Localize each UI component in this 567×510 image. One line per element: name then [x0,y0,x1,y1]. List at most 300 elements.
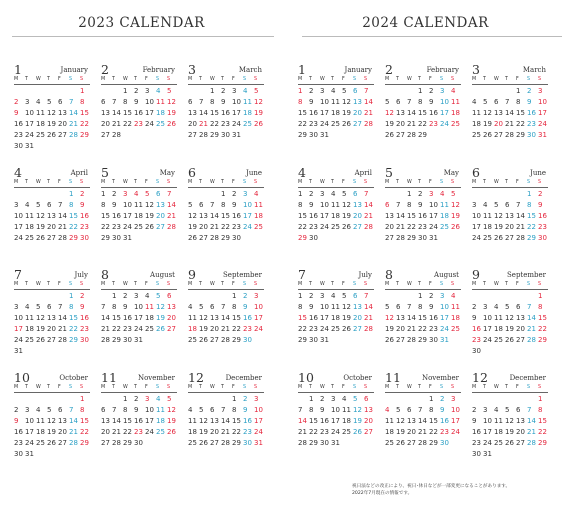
weekday-label: F [429,180,432,185]
day-cell: 21 [505,120,514,128]
calendar-2024 [284,0,567,510]
day-cell: 4 [243,87,248,95]
day-cell: 3 [145,87,150,95]
day-cell: 27 [364,428,373,436]
month-number: 9 [188,267,196,282]
day-cell [145,438,156,449]
day-cell: 24 [232,120,241,128]
day-cell: 18 [483,223,492,231]
day-cell: 5 [36,201,41,209]
month-name: February [426,66,459,74]
day-cell: 14 [364,201,373,209]
day-cell: 9 [134,98,139,106]
weekday-label: T [505,385,508,390]
day-cell [254,130,265,141]
weekday-label: M [298,282,303,287]
month-number: 1 [298,62,306,77]
weekday-label: T [112,77,115,82]
week-row [472,313,549,324]
week-row [472,130,549,141]
day-cell: 17 [14,325,23,333]
weekday-label: W [320,180,325,185]
day-cell: 19 [494,223,503,231]
week-row [472,438,549,449]
day-cell: 27 [210,439,219,447]
day-cell: 11 [440,201,449,209]
weekday-label: S [364,180,368,185]
week-row [188,335,265,346]
day-cell: 20 [385,223,394,231]
day-cell: 24 [429,223,438,231]
day-cell: 3 [483,303,488,311]
day-cell: 22 [210,120,219,128]
weekday-label: M [472,385,477,390]
day-cell [538,346,549,357]
day-cell [331,130,342,141]
week-row [385,335,462,346]
day-cell: 28 [505,131,514,139]
day-cell: 12 [254,98,263,106]
day-cell [167,233,178,244]
day-cell: 8 [298,98,303,106]
day-cell: 28 [112,131,121,139]
day-cell: 10 [25,109,34,117]
week-row [472,189,549,200]
weekday-label: T [199,77,202,82]
day-cell: 23 [14,131,23,139]
day-cell: 22 [429,428,438,436]
week-row [472,97,549,108]
day-cell [47,141,58,152]
day-cell: 11 [254,201,263,209]
month-august [101,268,177,364]
day-cell: 2 [232,190,237,198]
day-cell: 26 [342,120,351,128]
day-cell: 26 [47,439,56,447]
week-row [101,97,178,108]
day-cell: 9 [221,98,226,106]
day-cell: 19 [199,325,208,333]
day-cell [25,346,36,357]
day-cell: 18 [36,428,45,436]
day-cell: 12 [385,109,394,117]
day-cell: 30 [243,439,252,447]
weekday-label: F [145,282,148,287]
weekday-label: M [472,282,477,287]
day-cell: 2 [134,87,139,95]
day-cell: 27 [353,223,362,231]
day-cell: 15 [418,109,427,117]
day-cell: 2 [221,87,226,95]
day-cell: 14 [407,314,416,322]
weekday-label: S [451,180,455,185]
day-cell: 3 [232,87,237,95]
day-grid [472,86,549,141]
day-cell: 4 [36,406,41,414]
month-number: 1 [14,62,22,77]
day-grid [472,394,549,460]
day-cell [199,86,210,97]
day-cell: 25 [440,223,449,231]
day-cell: 5 [145,190,150,198]
day-cell [145,335,156,346]
weekday-header [188,77,265,83]
weekday-label: T [199,282,202,287]
day-cell [36,449,47,460]
day-cell: 25 [145,325,154,333]
day-cell: 20 [199,223,208,231]
day-cell: 26 [342,325,351,333]
day-cell [69,394,80,405]
day-cell: 1 [407,190,412,198]
week-row [14,189,91,200]
day-cell: 14 [516,212,525,220]
day-cell [364,335,375,346]
day-cell: 4 [494,303,499,311]
month-january [14,63,90,159]
day-cell: 26 [342,223,351,231]
day-cell: 23 [429,325,438,333]
day-cell [210,189,221,200]
week-row [298,427,375,438]
day-cell: 14 [112,417,121,425]
weekday-label: F [342,385,345,390]
day-cell: 7 [364,190,369,198]
day-cell: 21 [527,428,536,436]
week-row [188,119,265,130]
day-cell: 15 [429,417,438,425]
day-grid [14,86,91,152]
day-cell: 10 [25,417,34,425]
day-cell [25,291,36,302]
day-cell: 5 [451,190,456,198]
day-grid [14,394,91,460]
week-row [298,416,375,427]
day-cell: 9 [309,201,314,209]
day-cell: 7 [167,190,172,198]
weekday-label: S [527,282,531,287]
day-cell: 1 [69,292,74,300]
day-cell: 2 [472,303,477,311]
week-row [298,222,375,233]
day-cell: 22 [527,223,536,231]
week-row [14,108,91,119]
day-cell: 16 [221,109,230,117]
day-cell: 7 [221,406,226,414]
weekday-label: F [58,77,61,82]
day-cell: 11 [36,109,45,117]
day-cell: 24 [320,223,329,231]
day-cell: 9 [232,201,237,209]
week-row [101,324,178,335]
week-row [298,324,375,335]
month-october [298,371,374,467]
weekday-label: S [167,77,171,82]
day-cell: 17 [320,212,329,220]
day-cell: 16 [418,212,427,220]
day-cell: 15 [232,417,241,425]
day-cell: 19 [36,223,45,231]
day-cell [494,394,505,405]
week-row [101,405,178,416]
day-cell: 7 [112,406,117,414]
week-row [188,394,265,405]
day-cell: 9 [429,98,434,106]
week-row [188,189,265,200]
day-cell: 4 [342,395,347,403]
day-cell [36,394,47,405]
week-row [101,416,178,427]
day-cell: 30 [320,439,329,447]
day-cell: 22 [418,325,427,333]
day-cell: 8 [298,303,303,311]
day-cell: 14 [69,109,78,117]
weekday-header [101,77,178,83]
day-cell: 22 [69,325,78,333]
week-row [385,119,462,130]
day-cell: 24 [472,234,481,242]
day-cell: 21 [527,325,536,333]
day-cell: 10 [232,98,241,106]
day-cell: 24 [145,428,154,436]
weekday-label: F [516,180,519,185]
week-row [298,130,375,141]
weekday-label: S [254,282,258,287]
calendar-2023 [0,0,283,510]
day-cell: 9 [309,98,314,106]
day-cell [385,189,396,200]
day-cell [199,291,210,302]
day-cell [516,449,527,460]
day-cell: 1 [309,395,314,403]
weekday-header [188,282,265,288]
week-row [14,427,91,438]
day-cell: 6 [516,303,521,311]
day-cell: 16 [429,314,438,322]
day-cell: 12 [483,109,492,117]
day-cell: 2 [80,190,85,198]
day-cell: 28 [69,131,78,139]
day-cell: 15 [123,109,132,117]
day-cell: 27 [396,336,405,344]
day-cell: 9 [14,109,19,117]
day-cell: 5 [505,406,510,414]
day-cell: 10 [538,98,547,106]
weekday-label: M [14,385,19,390]
day-cell: 20 [396,120,405,128]
weekday-label: T [331,180,334,185]
day-cell: 30 [538,234,547,242]
day-cell [123,130,134,141]
day-cell: 8 [232,303,237,311]
day-cell: 25 [188,336,197,344]
day-cell: 29 [69,234,78,242]
day-cell: 28 [221,439,230,447]
weekday-label: M [101,180,106,185]
day-cell: 27 [188,131,197,139]
day-cell: 5 [47,406,52,414]
day-cell: 29 [69,336,78,344]
day-cell: 23 [472,439,481,447]
day-cell: 17 [472,223,481,231]
day-cell: 21 [364,212,373,220]
day-cell: 20 [407,428,416,436]
weekday-label: S [80,385,84,390]
day-cell: 31 [320,336,329,344]
day-cell: 3 [145,395,150,403]
day-cell: 6 [385,201,390,209]
weekday-label: T [25,180,28,185]
day-cell: 2 [538,190,543,198]
day-cell: 4 [440,190,445,198]
day-cell [25,86,36,97]
day-cell: 13 [58,109,67,117]
day-cell: 12 [36,314,45,322]
day-cell: 30 [309,336,318,344]
day-cell: 19 [199,428,208,436]
day-cell: 9 [80,303,85,311]
weekday-label: F [232,282,235,287]
day-cell: 21 [516,223,525,231]
day-cell: 7 [58,201,63,209]
month-divider [101,289,177,290]
day-cell: 21 [112,120,121,128]
weekday-label: S [69,282,73,287]
day-cell [451,335,462,346]
day-cell: 11 [331,201,340,209]
day-cell: 1 [298,87,303,95]
day-cell: 22 [407,223,416,231]
day-cell: 27 [353,120,362,128]
day-cell: 1 [221,190,226,198]
day-cell: 7 [527,303,532,311]
day-cell [472,86,483,97]
weekday-label: T [418,77,421,82]
day-cell: 10 [440,303,449,311]
day-cell: 24 [440,325,449,333]
day-cell: 4 [483,201,488,209]
day-cell: 25 [156,120,165,128]
month-divider [472,84,548,85]
day-cell: 19 [505,428,514,436]
month-divider [101,392,177,393]
day-cell: 18 [451,314,460,322]
day-cell: 28 [527,439,536,447]
day-cell [505,449,516,460]
week-row [14,233,91,244]
day-cell: 20 [364,417,373,425]
day-cell: 26 [353,428,362,436]
day-cell [407,291,418,302]
day-cell: 9 [309,303,314,311]
day-cell: 13 [396,109,405,117]
month-name: October [343,374,372,382]
weekday-label: W [320,385,325,390]
day-cell: 2 [134,395,139,403]
day-cell: 8 [418,98,423,106]
day-cell: 9 [440,406,445,414]
day-cell: 24 [134,325,143,333]
day-cell: 7 [69,98,74,106]
day-cell: 10 [451,406,460,414]
day-cell: 11 [188,417,197,425]
day-cell: 1 [69,190,74,198]
weekday-label: M [188,77,193,82]
day-cell: 3 [538,87,543,95]
day-cell: 12 [342,303,351,311]
day-cell: 3 [243,190,248,198]
day-cell: 25 [494,439,503,447]
month-august [385,268,461,364]
day-cell: 19 [188,223,197,231]
day-grid [14,189,91,244]
day-cell: 12 [385,314,394,322]
day-cell [418,394,429,405]
day-cell: 6 [47,303,52,311]
day-cell: 3 [254,292,259,300]
week-row [472,416,549,427]
day-grid [101,394,178,449]
day-cell: 17 [14,223,23,231]
day-cell [483,86,494,97]
month-divider [385,289,461,290]
day-cell: 21 [69,428,78,436]
day-cell: 6 [396,303,401,311]
day-cell: 23 [309,223,318,231]
day-cell: 5 [353,395,358,403]
day-cell: 12 [199,314,208,322]
day-cell: 20 [516,325,525,333]
year-title: 2023 CALENDAR [78,15,205,31]
weekday-label: S [538,77,542,82]
week-row [188,324,265,335]
day-cell [494,346,505,357]
day-cell: 4 [36,98,41,106]
day-cell: 13 [353,98,362,106]
day-cell [364,438,375,449]
week-row [188,313,265,324]
day-cell: 20 [58,120,67,128]
day-cell: 16 [123,314,132,322]
day-cell: 28 [58,336,67,344]
week-row [385,86,462,97]
day-cell: 4 [156,87,161,95]
day-cell: 4 [188,303,193,311]
day-cell [188,394,199,405]
day-cell: 11 [331,303,340,311]
month-number: 12 [472,370,488,385]
day-cell: 18 [472,120,481,128]
day-cell: 3 [25,98,30,106]
day-cell [47,449,58,460]
day-grid [385,394,462,449]
day-cell: 3 [440,87,445,95]
day-cell [353,335,364,346]
day-cell: 13 [47,212,56,220]
day-cell: 11 [145,303,154,311]
day-cell: 22 [298,120,307,128]
day-cell: 26 [505,336,514,344]
day-cell: 28 [364,325,373,333]
week-row [188,130,265,141]
weekday-label: T [47,180,50,185]
day-cell: 12 [505,417,514,425]
week-row [101,233,178,244]
day-cell: 30 [527,131,536,139]
month-number: 7 [14,267,22,282]
day-cell: 6 [210,406,215,414]
day-cell: 6 [101,98,106,106]
